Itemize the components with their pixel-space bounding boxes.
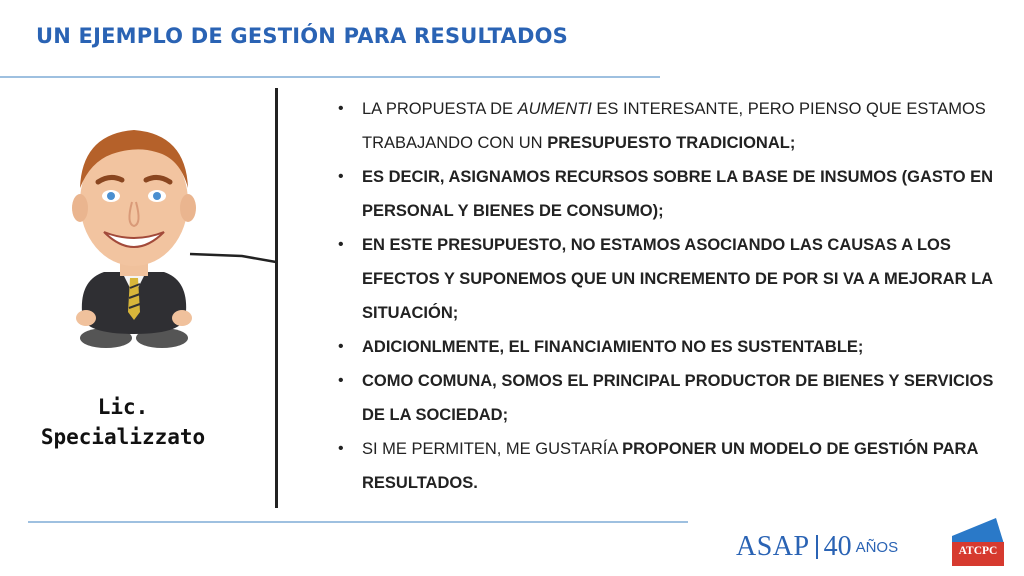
bullet-item: • ES DECIR, ASIGNAMOS RECURSOS SOBRE LA BASE DE INSUMOS (GASTO EN PERSONAL Y BIENES DE CONSUMO);	[336, 160, 996, 228]
speaker-title: Lic.	[97, 395, 149, 419]
bullet-item: • COMO COMUNA, SOMOS EL PRINCIPAL PRODUCTOR DE BIENES Y SERVICIOS DE LA SOCIEDAD;	[336, 364, 996, 432]
vertical-divider	[275, 88, 278, 508]
bullet-list	[336, 92, 996, 500]
bullet-item: • ADICIONLMENTE, EL FINANCIAMIENTO NO ES SUSTENTABLE;	[336, 330, 996, 364]
slide-title: UN EJEMPLO DE GESTIÓN PARA RESULTADOS	[36, 24, 568, 48]
bullet-item: • SI ME PERMITEN, ME GUSTARÍA PROPONER UN MODELO DE GESTIÓN PARA RESULTADOS.	[336, 432, 996, 500]
speaker-role: Specializzato	[40, 425, 206, 449]
connector-line	[180, 240, 280, 270]
bottom-rule	[28, 521, 688, 523]
asap-logo: ASAP 40 AÑOS	[736, 531, 899, 562]
bullet-item: • LA PROPUESTA DE AUMENTI ES INTERESANTE, PERO PIENSO QUE ESTAMOS TRABAJANDO CON UN PRESUPUESTO TRADICIONAL;	[336, 92, 996, 160]
top-rule	[0, 76, 660, 78]
bullet-item: • EN ESTE PRESUPUESTO, NO ESTAMOS ASOCIANDO LAS CAUSAS A LOS EFECTOS Y SUPONEMOS QUE UN INCREMENTO DE POR SI VA A MEJORAR LA SITUACIÓN;	[336, 228, 996, 330]
speaker-avatar	[64, 112, 204, 352]
speaker-name	[28, 392, 218, 452]
atcpc-label: ATCPC	[958, 545, 998, 557]
atcpc-logo	[952, 514, 1004, 566]
